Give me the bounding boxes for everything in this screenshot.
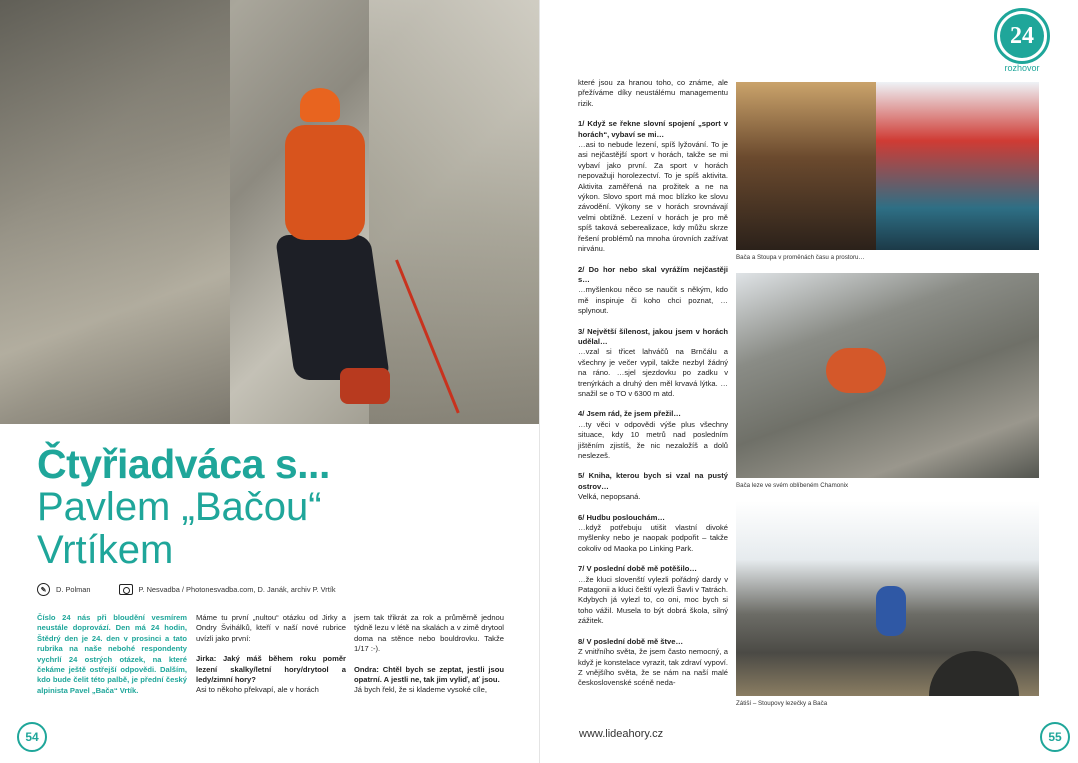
- headline-line-2: Pavlem „Bačou“: [37, 485, 322, 529]
- page-number-left: 54: [17, 722, 47, 752]
- answer: …myšlenkou něco se naučit s někým, kdo mě inspiruje či koho chci poznat, … splynout.: [578, 285, 728, 316]
- answer: Velká, nepopsaná.: [578, 492, 641, 502]
- author-credit: D. Polman: [56, 585, 91, 594]
- body-column-3: [354, 613, 504, 696]
- photo-still-life: [736, 501, 1039, 696]
- question: 4/ Jsem rád, že jsem přežil…: [578, 409, 681, 419]
- camera-icon: [119, 584, 133, 595]
- caption-photo-2: Bača leze ve svém oblíbeném Chamonix: [736, 482, 849, 489]
- section-label: rozhovor: [1004, 63, 1040, 73]
- question: 6/ Hudbu poslouchám…: [578, 512, 665, 522]
- answer: …že kluci slovenští vylezli pořádný dardy v Patagonii a kluci čeští vylezli Šavli v Tatrách. Kdybych já vylezl to, co oni, moc bych si toho vážil. Musela to být dobrá škola, silný zážitek.: [578, 574, 728, 626]
- badge-number: 24: [1000, 14, 1044, 58]
- question-text: Jirka: Jaký máš během roku poměr lezení skalky/letní hory/drytool a ledy/zimní hory?: [196, 654, 346, 685]
- photo-credit: P. Nesvadba / Photonesvadba.com, D. Janák, archiv P. Vrtík: [138, 585, 336, 594]
- caption-photo-3: Zátiší – Stoupovy lezečky a Bača: [736, 700, 828, 707]
- question: 7/ V poslední době mě potěšilo…: [578, 564, 697, 574]
- body-text: Máme tu první „nultou“ otázku od Jirky a Ondry Švihálků, kteří v naší nové rubrice uvízli jako první:: [196, 613, 346, 643]
- qa-column: [578, 78, 728, 689]
- intro-paragraph: Číslo 24 nás při bloudění vesmírem neustále doprovází. Den má 24 hodin, Štědrý den je 24. den v prosinci a tato rubrika na naše nebohé respondenty vychrlí 24 ostrých otázek, na které čekáme ještě ostřejší odpovědi. Dalším, kdo bude čelit této palbě, je přední český alpinista Pavel „Bača“ Vrtík.: [37, 613, 187, 695]
- body-text: jsem tak třikrát za rok a průměrně jednou týdně lezu v létě na skalách a v zimě drytool doma na stěnce nebo bouldrovku. Takže 1/17 :-).: [354, 613, 504, 654]
- pen-icon: ✎: [37, 583, 50, 596]
- website-url: www.lideahory.cz: [579, 728, 664, 740]
- answer: …když potřebuju utišit vlastní divoké myšlenky nebo je naopak podpořit – takže cokoliv od Maoka po Linking Park.: [578, 523, 728, 553]
- article-headline: [37, 442, 517, 572]
- answer: …ty věci v odpovědi výše plus všechny situace, kdy 10 metrů nad posledním jištěním zjistíš, že nic nezaložíš a dolů neslezeš.: [578, 419, 728, 460]
- answer: …asi to nebude lezení, spíš lyžování. To je asi nejčastější sport v horách, takže se mi vybaví jako první. Za sport v horách nepovažuji horolezectví. To je spíš aktivita. Aktivita zaměřená na prožitek a ne na výkon. Slovo sport má moc blízko ke slovu závodění. Výkony se v horách srovnávají velmi obtížně. Lezení v horách je pro mě spíš taková seberealizace, kdy můžu skrze řešení problémů na mnoha úrovních zažívat nirvánu.: [578, 140, 728, 254]
- body-text: Asi to někoho překvapí, ale v horách: [196, 685, 319, 695]
- question: 1/ Když se řekne slovní spojení „sport v horách“, vybaví se mi…: [578, 119, 728, 139]
- photo-bacha-stoupa: [736, 82, 1039, 250]
- question: 3/ Největší šílenost, jakou jsem v horách udělal…: [578, 326, 728, 346]
- body-text: Já bych řekl, že si klademe vysoké cíle,: [354, 685, 487, 695]
- headline-line-3: Vrtíkem: [37, 528, 174, 572]
- issue-badge: [994, 8, 1050, 64]
- question: 2/ Do hor nebo skal vyrážím nejčastěji s…: [578, 264, 728, 284]
- hero-photo-climber: [0, 0, 539, 424]
- answer: Z vnitřního světa, že jsem často nemocný, a když je konstelace vyrazit, tak zdraví vypoví. Z vnějšího světa, že se nám na naší malé československé scéně neda-: [578, 647, 728, 688]
- body-column-2: [196, 613, 346, 696]
- page-number-right: 55: [1040, 722, 1070, 752]
- credits: [37, 583, 517, 596]
- headline-line-1: Čtyřiadváca s...: [37, 441, 330, 487]
- right-page: [539, 0, 1078, 763]
- photo-chamonix: [736, 273, 1039, 478]
- question: 8/ V poslední době mě štve…: [578, 636, 684, 646]
- lead-text: které jsou za hranou toho, co známe, ale přežíváme díky neustálému managementu rizik.: [578, 78, 728, 108]
- question-text: Ondra: Chtěl bych se zeptat, jestli jsou opatrní. A jestli ne, tak jim vyliď, ať jsou.: [354, 664, 504, 685]
- answer: …vzal si třicet lahváčů na Brnčálu a všechny je večer vypil, takže nezbyl žádný na ráno. …sjel sjezdovku po zadku v trenýrkách a druhý den měl krvavá lýtka. …snažil se o TO v 6300 m atd.: [578, 347, 728, 398]
- question: 5/ Kniha, kterou bych si vzal na pustý ostrov…: [578, 471, 728, 491]
- caption-photo-1: Bača a Stoupa v proměnách času a prostoru…: [736, 254, 865, 261]
